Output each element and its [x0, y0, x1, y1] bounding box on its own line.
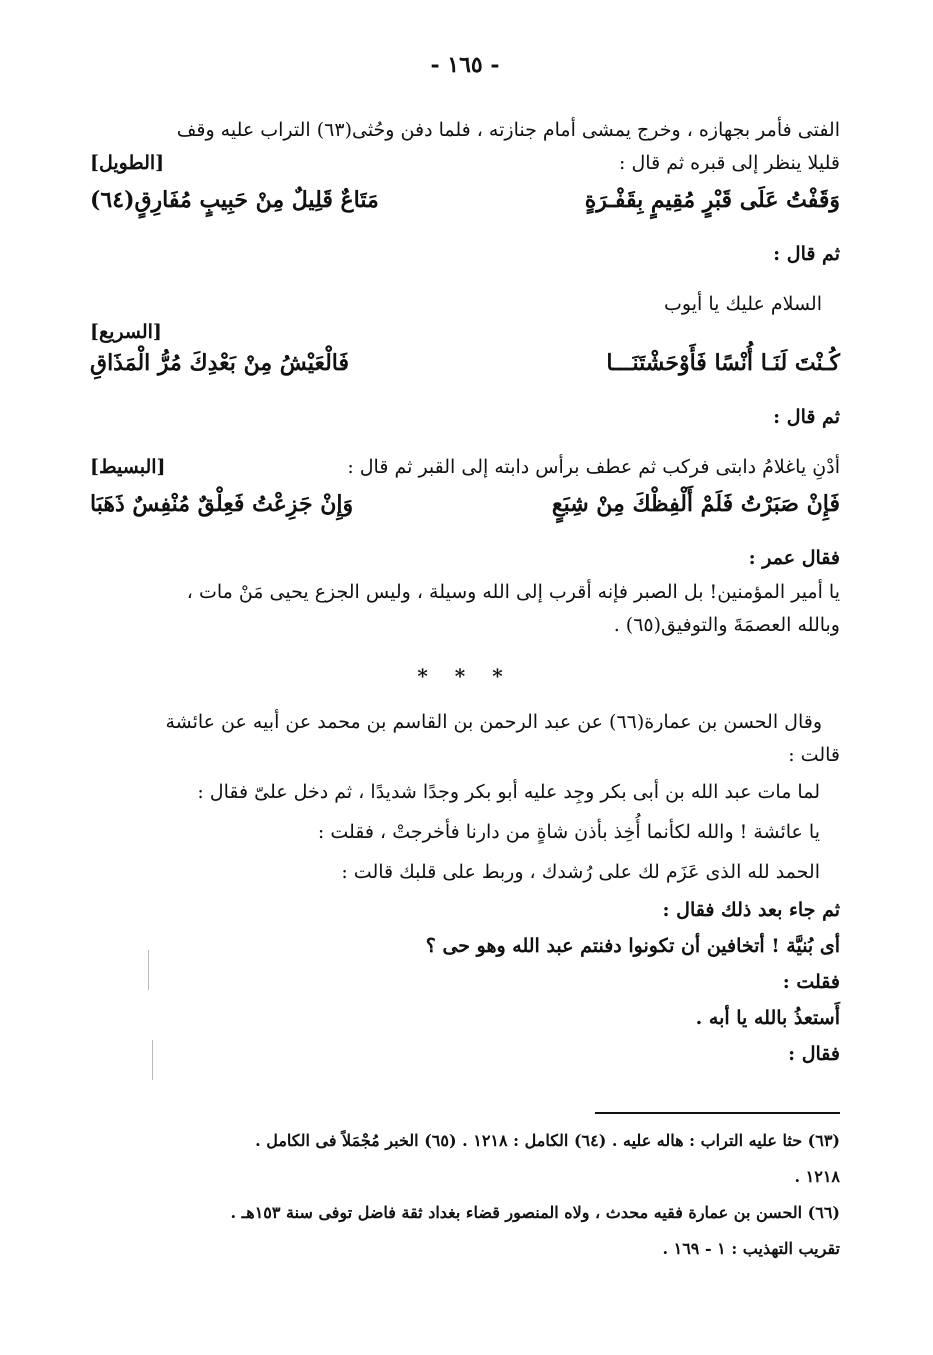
dialogue-line: ثم جاء بعد ذلك فقال :	[662, 899, 840, 921]
verse-line	[90, 343, 840, 383]
speech-label: ثم قال :	[773, 406, 840, 428]
line-with-meter	[90, 451, 840, 484]
dialogue-line: أى بُنيَّة ! أتخافين أن تكونوا دفنتم عبد الله وهو حى ؟	[425, 935, 840, 957]
poetic-meter-label: [البسيط]	[90, 456, 166, 478]
scan-mark	[152, 1040, 153, 1080]
section-separator: * * *	[417, 664, 513, 688]
footnote-line: ١٢١٨ .	[794, 1167, 840, 1186]
spacer	[90, 272, 840, 288]
footnote-line: (٦٣) حثا عليه التراب : هاله عليه . (٦٤) الكامل : ١٢١٨ . (٦٥) الخبر مُجْمَلاً فى الكامل .	[255, 1131, 840, 1150]
scan-mark	[148, 950, 149, 990]
line-with-meter	[90, 147, 840, 180]
verse-second-hemistich: مَتَاعٌ قَلِيلٌ مِنْ حَبِيبٍ مُفَارِقٍ(٦٤)	[90, 187, 379, 213]
paragraph-line: قالت :	[788, 744, 840, 766]
paragraph-line: الفتى فأمر بجهازه ، وخرج يمشى أمام جنازته ، فلما دفن وحُثى(٦٣) التراب عليه وقف	[176, 119, 840, 141]
dialogue-line: لما مات عبد الله بن أبى بكر وجِد عليه أبو بكر وجدًا شديدًا ، ثم دخل علىّ فقال :	[197, 781, 820, 803]
spacer	[90, 435, 840, 451]
paragraph-line: وبالله العصمَةَ والتوفيق(٦٥) .	[613, 614, 840, 636]
paragraph-line: وقال الحسن بن عمارة(٦٦) عن عبد الرحمن بن القاسم بن محمد عن أبيه عن عائشة	[165, 711, 822, 733]
footnotes	[90, 1112, 840, 1270]
poetic-meter-label: [السريع]	[90, 321, 162, 343]
dialogue-line: الحمد لله الذى عَزَم لك على رُشدك ، وربط على قلبك قالت :	[341, 861, 820, 883]
dialogue-line: يا عائشة ! والله لكأنما أُخِذ بأذن شاةٍ من دارنا فأخرجتْ ، فقلت :	[317, 821, 820, 843]
quoted-dialogue	[90, 772, 840, 892]
page-number: - ١٦٥ -	[430, 52, 500, 78]
verse-second-hemistich: وَإِنْ جَزِعْتُ فَعِلْقٌ مُنْفِسٌ ذَهَبَا	[90, 491, 354, 517]
footnote-divider	[595, 1112, 840, 1114]
footnote-line: (٦٦) الحسن بن عمارة فقيه محدث ، ولاه المنصور قضاء بغداد ثقة فاضل توفى سنة ١٥٣هـ .	[230, 1203, 840, 1222]
dialogue-line: فقال :	[788, 1043, 840, 1065]
dialogue-line: فقلت :	[782, 971, 840, 993]
verse-second-hemistich: فَالْعَيْشُ مِنْ بَعْدِكَ مُرُّ الْمَذَاقِ	[90, 350, 349, 376]
verse-first-hemistich: كُـنْتَ لَنَـا أُنْسًا فَأَوْحَشْتَنَـــا	[606, 350, 840, 376]
verse-line	[90, 484, 840, 524]
verse-first-hemistich: وَقَفْتُ عَلَى قَبْرٍ مُقِيمٍ بِقَفْـرَةٍ	[584, 187, 840, 213]
dialogue-line: أَستعذُ بالله يا أبه .	[695, 1007, 840, 1029]
poetic-meter-label: [الطويل]	[90, 152, 165, 174]
verse-line	[90, 180, 840, 220]
speech-label: ثم قال :	[773, 243, 840, 265]
paragraph-line: أدْنِ ياغلامُ دابتى فركب ثم عطف برأس دابته إلى القبر ثم قال :	[347, 456, 840, 478]
line-with-meter	[90, 321, 840, 343]
verse-first-hemistich: فَإِنْ صَبَرْتُ فَلَمْ أَلْفِظْكَ مِنْ شِبَعٍ	[551, 491, 840, 517]
footnote-line: تقريب التهذيب : ١ - ١٦٩ .	[662, 1239, 840, 1258]
page-body	[90, 52, 840, 1072]
paragraph-line: قليلا ينظر إلى قبره ثم قال :	[619, 152, 840, 174]
paragraph-line: السلام عليك يا أيوب	[664, 293, 822, 315]
speech-label: فقال عمر :	[748, 547, 840, 569]
paragraph-line: يا أمير المؤمنين! بل الصبر فإنه أقرب إلى الله وسيلة ، وليس الجزع يحيى مَنْ مات ،	[186, 581, 840, 603]
